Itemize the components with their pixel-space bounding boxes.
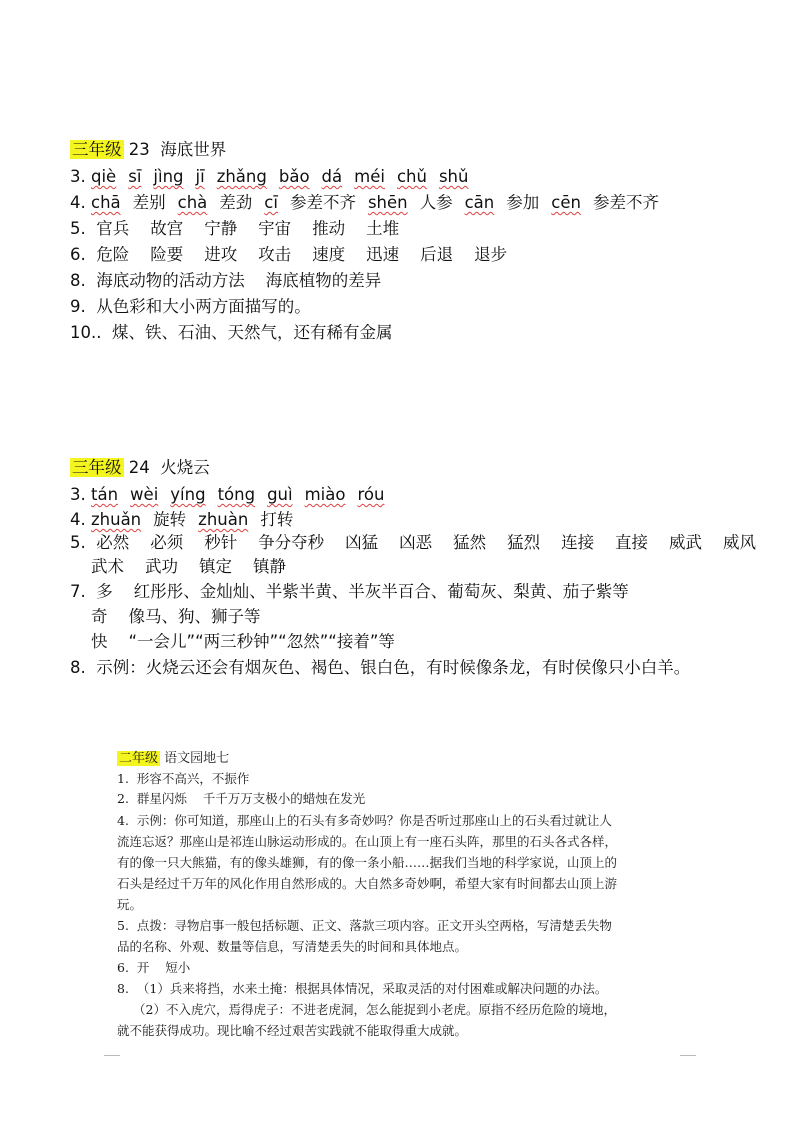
pinyin-word: jìng: [153, 167, 184, 186]
scan-edge-mark-right: [680, 1055, 696, 1056]
pinyin-word: méi: [354, 167, 385, 186]
answer-5-line-2: 武术 武功 镇定 镇静: [91, 557, 286, 576]
pinyin-word: jī: [195, 167, 205, 186]
pinyin-word: cī: [264, 193, 278, 212]
pinyin-word: chā: [91, 193, 121, 212]
answer-8: 8. 示例：火烧云还会有烟灰色、褐色、银白色，有时候像条龙，有时侯像只小白羊。: [70, 658, 691, 677]
answer-3-pinyin: [70, 487, 384, 504]
word: 打转: [260, 510, 294, 529]
word: 人参: [419, 193, 453, 212]
pinyin-word: miào: [304, 485, 346, 504]
answer-7-line-1: 7. 多 红彤彤、金灿灿、半紫半黄、半灰半百合、葡萄灰、梨黄、茄子紫等: [70, 582, 629, 601]
lesson-heading: [70, 460, 210, 477]
answer-5: 5. 官兵 故宫 宁静 宇宙 推动 土堆: [70, 219, 400, 238]
grade-highlight: 三年级: [72, 458, 122, 477]
answer-line: 6. 开 短小: [117, 960, 191, 975]
answer-4-polyphones: [70, 512, 293, 529]
answer-line: 5. 点拨：寻物启事一般包括标题、正文、落款三项内容。正文开头空两格，写清楚丢失物: [117, 918, 612, 933]
grade-highlight: 三年级: [72, 140, 122, 159]
answer-9: 9. 从色彩和大小两方面描写的。: [70, 297, 311, 316]
answer-4-polyphones: [70, 195, 659, 212]
answer-line: 8. （1）兵来将挡，水来土掩：根据具体情况，采取灵活的对付困难或解决问题的办法。: [117, 981, 608, 996]
word: 参加: [506, 193, 540, 212]
pinyin-word: róu: [357, 485, 385, 504]
word: 参差不齐: [289, 193, 356, 212]
answer-5-line-1: 5. 必然 必须 秒针 争分夺秒 凶猛 凶恶 猛然 猛烈 连接 直接 威武 威风: [70, 533, 757, 552]
pinyin-word: cān: [464, 193, 495, 212]
answer-line: 就不能获得成功。现比喻不经过艰苦实践就不能取得重大成就。: [117, 1023, 468, 1038]
answer-line: 4. 示例：你可知道，那座山上的石头有多奇妙吗？你是否听过那座山上的石头看过就让人: [117, 813, 612, 828]
answer-line: 有的像一只大熊猫，有的像头雄狮，有的像一条小船……据我们当地的科学家说，山顶上的: [117, 855, 618, 870]
grade-highlight: 二年级: [119, 751, 159, 766]
pinyin-word: zhuàn: [198, 510, 249, 529]
answer-7-line-2: 奇 像马、狗、狮子等: [91, 607, 261, 626]
pinyin-word: tóng: [217, 485, 256, 504]
pinyin-word: sī: [128, 167, 142, 186]
lesson-title: 语文园地七: [164, 751, 230, 766]
answer-10: 10.. 煤、铁、石油、天然气，还有稀有金属: [70, 323, 393, 342]
pinyin-word: tán: [91, 485, 119, 504]
scan-edge-mark-left: [104, 1055, 120, 1056]
word: 参差不齐: [592, 193, 659, 212]
pinyin-word: zhǎng: [216, 167, 267, 186]
item-number: 4.: [70, 193, 86, 212]
answer-line: 流连忘返？那座山是祁连山脉运动形成的。在山顶上有一座石头阵，那里的石头各式各样，: [117, 834, 618, 849]
answer-line: 品的名称、外观、数量等信息，写清楚丢失的时间和具体地点。: [117, 939, 468, 954]
pinyin-word: cēn: [551, 193, 581, 212]
word: 差别: [132, 193, 166, 212]
answer-line: 玩。: [117, 897, 143, 912]
pinyin-word: bǎo: [278, 167, 310, 186]
pinyin-word: yíng: [170, 485, 206, 504]
pinyin-word: wèi: [130, 485, 159, 504]
answer-line: 2. 群星闪烁 千千万万支极小的蜡烛在发光: [117, 791, 366, 806]
answer-3-pinyin: [70, 169, 468, 186]
pinyin-word: chà: [177, 193, 208, 212]
answer-6: 6. 危险 险要 进攻 攻击 速度 迅速 后退 退步: [70, 245, 508, 264]
item-number: 4.: [70, 510, 86, 529]
pinyin-word: dá: [321, 167, 343, 186]
word: 差劲: [219, 193, 253, 212]
answer-line: 石头是经过千万年的风化作用自然形成的。大自然多奇妙啊，希望大家有时间都去山顶上游: [117, 876, 618, 891]
answer-8: 8. 海底动物的活动方法 海底植物的差异: [70, 271, 382, 290]
answer-line: （2）不入虎穴，焉得虎子：不进老虎洞，怎么能捉到小老虎。原指不经历危险的境地，: [133, 1002, 616, 1017]
word: 旋转: [153, 510, 187, 529]
pinyin-word: shǔ: [438, 167, 469, 186]
pinyin-word: guì: [267, 485, 293, 504]
pinyin-word: zhuǎn: [91, 510, 142, 529]
pinyin-word: qiè: [91, 167, 117, 186]
lesson-heading: [117, 752, 229, 765]
item-number: 3.: [70, 167, 86, 186]
pinyin-word: chǔ: [396, 167, 427, 186]
lesson-title: 24 火烧云: [128, 458, 210, 477]
pinyin-word: shēn: [367, 193, 408, 212]
item-number: 3.: [70, 485, 86, 504]
answer-7-line-3: 快 “一会儿”“两三秒钟”“忽然”“接着”等: [91, 632, 395, 651]
answer-line: 1. 形容不高兴，不振作: [117, 771, 250, 786]
lesson-heading: [70, 142, 226, 159]
lesson-title: 23 海底世界: [128, 140, 227, 159]
